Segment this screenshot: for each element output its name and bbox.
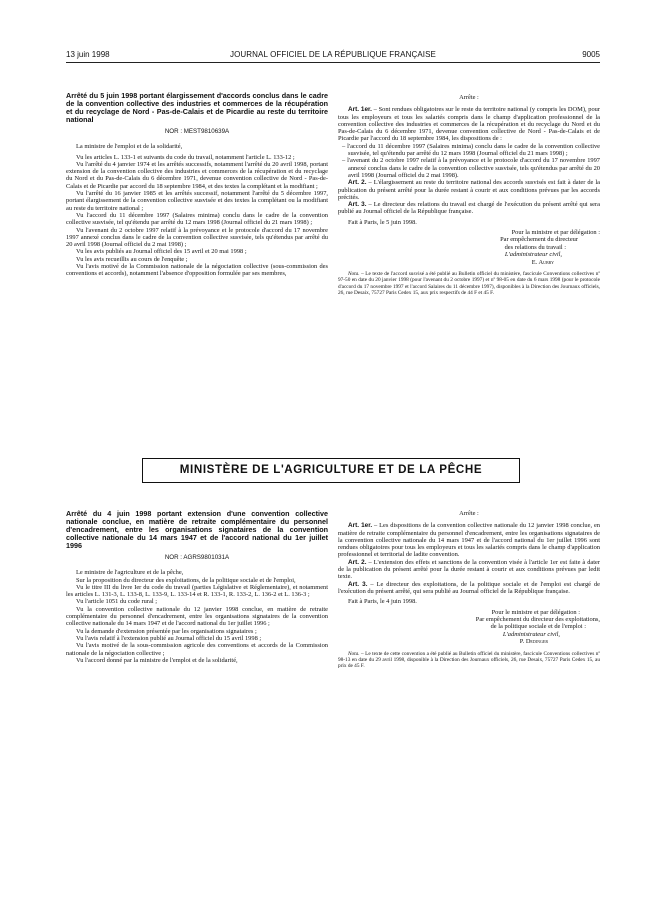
doc1-para: Vu l'arrêté du 16 janvier 1985 et les arrêtés successif, notamment l'arrêté du 5 décembre 1997, portant élargissement de la convention collective susvisée et des textes la complétant ou la modifiant au reste du territoire national ; <box>66 190 328 212</box>
ministry-heading: MINISTÈRE DE L'AGRICULTURE ET DE LA PÊCHE <box>142 458 520 483</box>
doc2-para: Vu la convention collective nationale du 12 janvier 1998 conclue, en matière de retraite complémentaire du personnel d'encadrement, entre les organisations signataires de la convention collective nationale du 14 mars 1947 et de l'accord national du 1er juillet 1996 ; <box>66 605 328 628</box>
doc2-para: Vu l'accord donné par la ministre de l'emploi et de la solidarité, <box>76 656 238 664</box>
doc2-article-3: Art. 3. – Le directeur des exploitations, de la politique sociale et de l'emploi est chargé de l'exécution du présent arrêté, qui sera publié au Journal officiel de la République française. <box>338 580 600 595</box>
doc2-para: Vu l'article 1051 du code rural ; <box>76 598 157 606</box>
doc1-arrete: Arrête : <box>459 94 479 101</box>
doc1-nor: NOR : MESТ9810639A <box>164 128 230 135</box>
doc1-article-1-item: – l'accord du 11 décembre 1997 (Salaires minima) conclu dans le cadre de la convention collective susvisée, tel qu'étendu par arrêté du 12 mars 1998 (Journal officiel du 21 mars 1998) ; <box>342 142 600 158</box>
doc2-done-at: Fait à Paris, le 4 juin 1998. <box>348 598 417 606</box>
doc2-para: Vu le titre III du livre Ier du code du travail (parties Législative et Réglementaire), et notamment les articles L. 131-3, L. 133-8, L. 133-9, L. 133-14 et R. 133-1, R. 133-2, L. 136-2 et L. 136-3 ; <box>66 583 328 599</box>
doc2-arrete: Arrête : <box>459 510 479 517</box>
doc1-done-at: Fait à Paris, le 5 juin 1998. <box>348 218 417 226</box>
doc1-note: Nota. – Le texte de l'accord susvisé a été publié au Bulletin officiel du ministère, fascicule Conventions collectives nº 97-50 en date du 20 janvier 1998 (pour l'avenant du 2 octobre 1997) et nº 98-05 en date du 6 mars 1998 (pour le protocole d'accord du 17 novembre 1997 et l'accord Salaires du 11 décembre 1997), disponibles à la Direction des Journaux officiels, 26, rue Desaix, 75727 Paris Cedex 15, aux prix respectifs de 44 F et 45 F. <box>338 271 600 297</box>
doc1-para: Vu les avis publiés au Journal officiel des 15 avril et 20 mai 1998 ; <box>76 248 247 256</box>
header-date: 13 juin 1998 <box>66 50 110 59</box>
doc2-note: Nota. – Le texte de cette convention a été publié au Bulletin officiel du ministère, fascicule Conventions collectives nº 98-13 en date du 29 avril 1998, disponible à la Direction des Journaux officiels, 26, rue Desaix, 75727 Paris Cedex 15, au prix de 45 F. <box>338 650 600 670</box>
doc1-para: Vu l'avis motivé de la Commission nationale de la négociation collective (sous-commission des conventions et accords), notamment l'absence d'opposition formulée par ses membres, <box>66 263 328 278</box>
doc2-title: Arrêté du 4 juin 1998 portant extension d'une convention collective nationale conclue, en matière de retraite complémentaire du personnel d'encadrement, entre les organisations signataires de la convention collective nationale du 14 mars 1947 et de l'accord national du 1er juillet 1996 <box>66 509 328 550</box>
doc2-para: Vu la demande d'extension présentée par les organisations signataires ; <box>76 627 257 635</box>
doc1-para: Vu les articles L. 133-1 et suivants du code du travail, notamment l'article L. 133-12 ; <box>76 153 295 161</box>
doc1-para: Vu l'avenant du 2 octobre 1997 relatif à la prévoyance et le protocole d'accord du 17 novembre 1997 annexé conclus dans le cadre de la convention collective susvisée, tels qu'étendus par arrêté du 20 avril 1998 (Journal officiel du 2 mai 1998) ; <box>66 226 328 249</box>
header-journal-title: JOURNAL OFFICIEL DE LA RÉPUBLIQUE FRANÇAISE <box>230 50 436 59</box>
doc2-para: Vu l'avis relatif à l'extension publié au Journal officiel du 15 avril 1998 ; <box>76 634 262 642</box>
doc2-para: Le ministre de l'agriculture et de la pêche, <box>76 569 184 577</box>
doc1-article-1: Art. 1er. – Sont rendues obligatoires sur le reste du territoire national (y compris les DOM), pour tous les employeurs et tous les salariés compris dans le champ d'application professionnel de la convention collective des industries et commerces de la récupération et du recyclage du Nord et du Pas-de-Calais du 6 décembre 1971, devenue convention collective de Nord - Pas-de-Calais et de Picardie par l'accord du 18 septembre 1984, les dispositions de : <box>338 106 600 143</box>
doc2-signature: Pour le ministre et par délégation : Par empêchement du directeur des exploitations, de la politique sociale et de l'emploi : L'administrateur civil, P. Dedinger <box>475 608 600 646</box>
header-rule <box>66 62 600 63</box>
doc2-article-1: Art. 1er. – Les dispositions de la convention collective nationale du 12 janvier 1998 conclue, en matière de retraite complémentaire du personnel d'encadrement, entre les organisations signataires de la convention collective nationale du 14 mars 1947 et de l'accord national du 1er juillet 1996 sont rendues obligatoires pour tous les employeurs et tous les salariés compris dans le champ d'application professionnel et territorial de ladite convention. <box>338 522 600 559</box>
doc1-left-column <box>66 92 328 278</box>
doc1-para: Vu l'arrêté du 4 janvier 1974 et les arrêtés successifs, notamment l'arrêté du 20 avril 1998, portant extension de la convention collective des industries et commerces de la récupération et du recyclage du Nord et du Pas-de-Calais du 6 décembre 1971, devenue convention collective de Nord - Pas-de-Calais et de Picardie par accord du 18 septembre 1984, et des textes la complétant et la modifiant ; <box>66 160 328 190</box>
doc1-article-1-item: – l'avenant du 2 octobre 1997 relatif à la prévoyance et le protocole d'accord du 17 novembre 1997 annexé conclus dans le cadre de la convention collective susvisée, tels qu'étendus par arrêté du 20 avril 1998 (Journal officiel du 2 mai 1998). <box>342 157 600 179</box>
doc1-article-3: Art. 3. – Le directeur des relations du travail est chargé de l'exécution du présent arrêté qui sera publié au Journal officiel de la République française. <box>338 201 600 216</box>
doc2-left-column <box>66 510 328 664</box>
doc2-right-column <box>338 510 600 670</box>
doc1-signature: Pour la ministre et par délégation : Par empêchement du directeur des relations du travail : L'administrateur civil, E. Aubry <box>500 229 600 266</box>
doc2-para: Vu l'avis motivé de la sous-commission agricole des conventions et accords de la Commission nationale de la négociation collective ; <box>66 642 328 657</box>
doc1-para: La ministre de l'emploi et de la solidarité, <box>76 143 183 151</box>
doc1-para: Vu l'accord du 11 décembre 1997 (Salaires minima) conclu dans le cadre de la convention collective susvisée, tel qu'étendu par arrêté du 12 mars 1998 (Journal officiel du 21 mars 1998) ; <box>66 211 328 227</box>
doc2-article-2: Art. 2. – L'extension des effets et sanctions de la convention visée à l'article 1er est faite à dater de la publication du présent arrêté pour la durée restant à courir et aux conditions prévues par ledit texte. <box>338 558 600 581</box>
doc1-para: Vu les avis recueillis au cours de l'enquête ; <box>76 255 188 263</box>
doc2-nor: NOR : AGRS9801031A <box>164 554 230 561</box>
doc1-title: Arrêté du 5 juin 1998 portant élargissement d'accords conclus dans le cadre de la convention collective des industries et commerces de la récupération et du recyclage de Nord - Pas-de-Calais et de Picardie au reste du territoire national <box>66 91 328 124</box>
header-page-number: 9005 <box>582 50 600 59</box>
doc2-para: Sur la proposition du directeur des exploitations, de la politique sociale et de l'emploi, <box>76 576 296 584</box>
doc1-right-column <box>338 94 600 297</box>
doc1-article-2: Art. 2. – L'élargissement au reste du territoire national des accords susvisés est fait à dater de la publication du présent arrêté pour la durée restant à courir et aux conditions prévues par les accords précités. <box>338 179 600 201</box>
